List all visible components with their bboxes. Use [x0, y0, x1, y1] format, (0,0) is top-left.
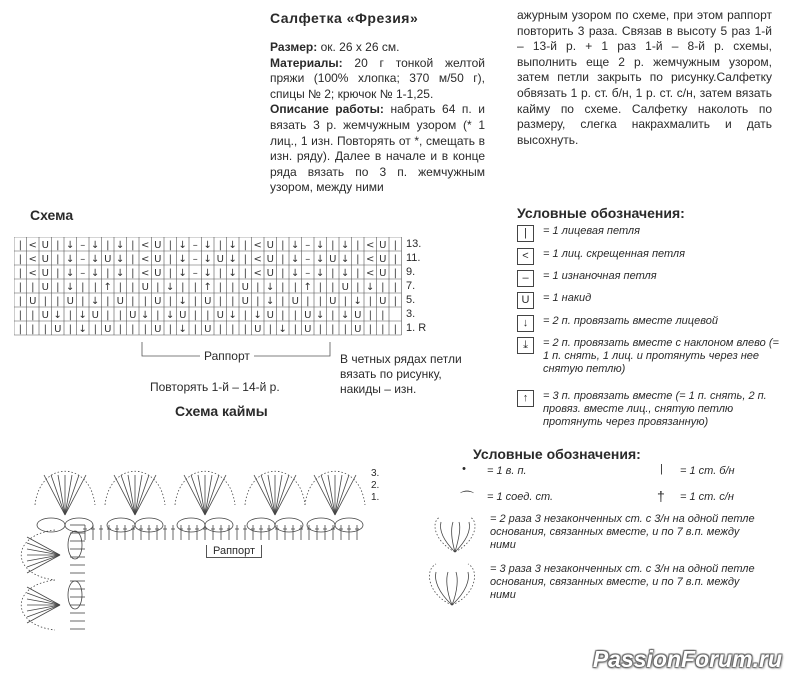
chart-stitch: ↓	[66, 282, 75, 293]
chart-stitch: |	[43, 296, 47, 307]
chart-stitch: U	[379, 296, 387, 307]
chart-stitch: |	[281, 310, 285, 321]
chart-stitch: –	[80, 240, 86, 251]
chart-stitch: ↑	[203, 282, 212, 293]
chart-stitch: ↓	[166, 310, 175, 321]
chart-stitch: |	[131, 254, 135, 265]
legend2-item: = 1 соед. ст.	[487, 491, 554, 503]
chart-stitch: |	[368, 296, 372, 307]
chart-stitch: ↓	[278, 324, 287, 335]
chart-stitch: <	[253, 268, 262, 279]
chart-stitch: |	[31, 282, 35, 293]
chart-stitch: ↓	[53, 310, 62, 321]
chart-stitch: U	[154, 296, 162, 307]
chart-stitch: U	[354, 310, 362, 321]
purl-stitch-icon: –	[517, 270, 534, 287]
chart-stitch: |	[231, 296, 235, 307]
chart-stitch: ↓	[316, 240, 325, 251]
chart-stitch: |	[131, 282, 135, 293]
chart-stitch: |	[218, 324, 222, 335]
chart-stitch: |	[281, 296, 285, 307]
chart-stitch: |	[218, 296, 222, 307]
pattern-title: Салфетка «Фрезия»	[270, 10, 419, 26]
chart-stitch: U	[266, 254, 274, 265]
row-number: 7.	[406, 280, 416, 292]
chart-stitch: |	[368, 324, 372, 335]
border-crochet-diagram	[5, 445, 385, 640]
chart-stitch: |	[106, 296, 110, 307]
chart-stitch: U	[154, 254, 162, 265]
chart-stitch: |	[56, 282, 60, 293]
chart-stitch: |	[56, 254, 60, 265]
chart-stitch: U	[329, 254, 337, 265]
legend2-item: = 1 ст. б/н	[680, 465, 735, 477]
chart-stitch: |	[318, 324, 322, 335]
row-number: 11.	[406, 252, 421, 264]
row-number: 13.	[406, 238, 422, 250]
chart-stitch: |	[356, 282, 360, 293]
chart-stitch: <	[366, 268, 375, 279]
chart-stitch: –	[305, 240, 311, 251]
legend2-item: = 1 ст. с/н	[680, 491, 734, 503]
chart-stitch: ↓	[203, 268, 212, 279]
chart-stitch: |	[18, 310, 22, 321]
legend-item: – = 1 изнаночная петля	[517, 270, 787, 283]
chart-stitch: |	[231, 324, 235, 335]
chart-stitch: ↓	[178, 296, 187, 307]
chart-stitch: U	[379, 240, 387, 251]
chart-stitch: |	[18, 240, 22, 251]
knit-stitch-icon: |	[517, 225, 534, 242]
chart-stitch: |	[193, 282, 197, 293]
chart-stitch: <	[141, 254, 150, 265]
chart-stitch: ↓	[116, 254, 125, 265]
row-number: 3.	[406, 308, 416, 320]
chart-stitch: |	[206, 310, 210, 321]
chart-stitch: |	[331, 268, 335, 279]
chain-icon: •	[462, 463, 466, 475]
chart-stitch: U	[154, 268, 162, 279]
chart-stitch: U	[204, 324, 212, 335]
chart-stitch: |	[81, 282, 85, 293]
chart-stitch: –	[192, 240, 198, 251]
chart-stitch: U	[129, 310, 137, 321]
chart-stitch: ↓	[291, 254, 300, 265]
chart-stitch: ↓	[341, 268, 350, 279]
chart-stitch: |	[243, 240, 247, 251]
chart-stitch: ↓	[228, 240, 237, 251]
row-number: 1. R	[406, 322, 427, 334]
chart-stitch: |	[156, 310, 160, 321]
chart-stitch: U	[379, 254, 387, 265]
chart-stitch: U	[154, 240, 162, 251]
chart-stitch: ↓	[178, 324, 187, 335]
chart-stitch: |	[193, 324, 197, 335]
chart-stitch: |	[381, 310, 385, 321]
chart-stitch: |	[81, 296, 85, 307]
chart-stitch: U	[291, 296, 299, 307]
chart-stitch: ↓	[178, 254, 187, 265]
chart-stitch: |	[131, 324, 135, 335]
chart-stitch: |	[18, 254, 22, 265]
fan-two-text: = 2 раза 3 незаконченных ст. с 3/н на одной петле основания, связанных вместе, и по 7 в.п. между ними	[490, 513, 755, 551]
chart-row-numbers	[406, 237, 426, 335]
chart-stitch: |	[331, 240, 335, 251]
fan-three-text: = 3 раза 3 незаконченных ст. с 3/н на одной петле основания, связанных вместе, и по 7 в.п. между ними	[490, 563, 755, 601]
chart-stitch: –	[192, 254, 198, 265]
chart-stitch: |	[31, 310, 35, 321]
description-column-1	[270, 40, 485, 196]
chart-stitch: |	[56, 268, 60, 279]
chart-stitch: |	[293, 282, 297, 293]
chart-stitch: U	[141, 282, 149, 293]
chart-stitch: |	[393, 296, 397, 307]
chart-stitch: ↓	[91, 254, 100, 265]
chart-stitch: |	[193, 310, 197, 321]
chart-stitch: U	[179, 310, 187, 321]
chart-stitch: <	[28, 268, 37, 279]
chart-stitch: ↓	[78, 324, 87, 335]
chart-stitch: ↓	[116, 268, 125, 279]
chart-stitch: |	[268, 324, 272, 335]
chart-stitch: |	[43, 324, 47, 335]
chart-stitch: |	[356, 240, 360, 251]
chart-stitch: |	[106, 240, 110, 251]
chart-stitch: U	[241, 296, 249, 307]
chart-stitch: ↓	[91, 240, 100, 251]
site-watermark: PassionForum.ru	[592, 646, 782, 672]
legend-item: < = 1 лиц. скрещенная петля	[517, 248, 787, 261]
chart-stitch: |	[243, 254, 247, 265]
work-value: набрать 64 п. и вязать 3 р. жемчужным узором (* 1 лиц., 1 изн. Повторять от *, смещать в изн. ряду). Далее в начале и в конце ряда вязать по 3 п. жемчужным узором, между ними	[270, 102, 486, 195]
chart-stitch: |	[156, 282, 160, 293]
legend2-item: = 1 в. п.	[487, 465, 527, 477]
chart-stitch: U	[216, 310, 224, 321]
chart-stitch: |	[131, 240, 135, 251]
chart-stitch: |	[343, 296, 347, 307]
chart-stitch: ↓	[228, 310, 237, 321]
chart-stitch: |	[18, 296, 22, 307]
chart-stitch: |	[218, 268, 222, 279]
chart-stitch: ↓	[316, 254, 325, 265]
chart-stitch: |	[131, 268, 135, 279]
legend-item: | = 1 лицевая петля	[517, 225, 787, 238]
chart-stitch: ↓	[228, 268, 237, 279]
even-rows-note: В четных рядах петли вязать по рисунку, накиды – изн.	[340, 352, 462, 396]
legend2-title: Условные обозначения:	[473, 446, 641, 462]
chart-stitch: U	[304, 324, 312, 335]
chart-stitch: U	[41, 268, 49, 279]
chart-stitch: ↓	[66, 240, 75, 251]
chart-stitch: U	[354, 324, 362, 335]
repeat-label: Повторять 1-й – 14-й р.	[150, 380, 280, 394]
chart-stitch: U	[91, 310, 99, 321]
k3tog-icon: ↑	[517, 390, 534, 407]
chart-stitch: –	[80, 254, 86, 265]
slip-stitch-icon: ⌒	[460, 490, 474, 506]
chart-stitch: |	[93, 282, 97, 293]
chart-stitch: |	[143, 324, 147, 335]
chart-stitch: |	[318, 282, 322, 293]
chart-stitch: U	[116, 296, 124, 307]
chart-stitch: |	[118, 282, 122, 293]
chart-stitch: |	[281, 240, 285, 251]
chart-stitch: |	[68, 310, 72, 321]
chart-stitch: –	[305, 254, 311, 265]
chart-stitch: U	[41, 254, 49, 265]
chart-stitch: |	[168, 254, 172, 265]
chart-stitch: |	[18, 282, 22, 293]
chart-stitch: ↑	[303, 282, 312, 293]
row-number: 5.	[406, 294, 416, 306]
chart-stitch: |	[381, 282, 385, 293]
chart-stitch: |	[306, 296, 310, 307]
chart-stitch: |	[118, 310, 122, 321]
chart-stitch: U	[266, 240, 274, 251]
chart-stitch: ↓	[228, 254, 237, 265]
border-row-label: 1.	[371, 492, 380, 503]
chart-stitch: ↓	[266, 296, 275, 307]
border-rapport-label: Раппорт	[206, 545, 262, 558]
chart-stitch: ↓	[341, 310, 350, 321]
chart-stitch: |	[218, 240, 222, 251]
chart-stitch: |	[243, 310, 247, 321]
legend-item: U = 1 накид	[517, 292, 787, 305]
chart-stitch: ↓	[316, 310, 325, 321]
chart-stitch: ↓	[178, 268, 187, 279]
chart-stitch: |	[231, 282, 235, 293]
chart-stitch: |	[343, 324, 347, 335]
chart-stitch: |	[393, 268, 397, 279]
knitting-chart	[14, 237, 404, 337]
chart-stitch: |	[356, 268, 360, 279]
chart-stitch: ↓	[166, 282, 175, 293]
chart-stitch: U	[104, 254, 112, 265]
chart-stitch: ↓	[366, 282, 375, 293]
chart-stitch: U	[266, 268, 274, 279]
chart-stitch: ↓	[91, 268, 100, 279]
chart-stitch: ↓	[66, 268, 75, 279]
materials-value: 20 г тонкой желтой пряжи (100% хлопка; 370 м/50 г), спицы № 2; крючок № 1-1,25.	[270, 55, 485, 101]
rapport-label: Раппорт	[200, 349, 254, 363]
chart-stitch: |	[18, 324, 22, 335]
chart-stitch: |	[56, 296, 60, 307]
single-crochet-icon: |	[660, 463, 663, 475]
size-label: Размер:	[270, 40, 318, 54]
chart-stitch: ↓	[203, 254, 212, 265]
ssk-icon: ⤓	[517, 337, 534, 354]
border-row-labels	[371, 468, 379, 504]
chart-stitch: |	[106, 268, 110, 279]
work-label: Описание работы:	[270, 102, 384, 117]
chart-stitch: |	[318, 296, 322, 307]
crossed-knit-icon: <	[517, 248, 534, 265]
chart-stitch: ↓	[141, 310, 150, 321]
chart-stitch: <	[28, 254, 37, 265]
legend-title: Условные обозначения:	[517, 205, 685, 221]
chart-stitch: U	[204, 296, 212, 307]
chart-stitch: <	[253, 240, 262, 251]
chart-stitch: U	[241, 282, 249, 293]
chart-stitch: |	[143, 296, 147, 307]
yarn-over-icon: U	[517, 292, 534, 309]
chart-stitch: U	[304, 310, 312, 321]
chart-stitch: U	[341, 282, 349, 293]
chart-stitch: |	[168, 240, 172, 251]
chart-stitch: U	[41, 282, 49, 293]
chart-stitch: |	[168, 268, 172, 279]
chart-stitch: |	[243, 268, 247, 279]
legend-item: ↓ = 2 п. провязать вместе лицевой	[517, 315, 787, 328]
chart-stitch: ↓	[203, 240, 212, 251]
chart-stitch: |	[31, 324, 35, 335]
chart-stitch: |	[393, 324, 397, 335]
chart-stitch: |	[293, 324, 297, 335]
k2tog-icon: ↓	[517, 315, 534, 332]
chart-stitch: |	[393, 240, 397, 251]
chart-stitch: |	[281, 282, 285, 293]
chart-stitch: ↓	[291, 240, 300, 251]
chart-stitch: |	[393, 282, 397, 293]
scheme-title: Схема	[30, 207, 74, 223]
chart-stitch: U	[104, 324, 112, 335]
chart-stitch: ↓	[291, 268, 300, 279]
chart-stitch: |	[218, 282, 222, 293]
chart-stitch: <	[253, 254, 262, 265]
chart-stitch: ↓	[353, 296, 362, 307]
chart-stitch: |	[281, 254, 285, 265]
chart-stitch: |	[193, 296, 197, 307]
chart-stitch: |	[18, 268, 22, 279]
chart-stitch: |	[331, 324, 335, 335]
chart-stitch: U	[254, 324, 262, 335]
chart-stitch: |	[106, 310, 110, 321]
legend-item: ↑ = 3 п. провязать вместе (= 1 п. снять, 2 п. провяз. вместе лиц., снятую петлю протянуть через провязанную)	[517, 390, 787, 429]
chart-stitch: |	[168, 296, 172, 307]
chart-stitch: |	[293, 310, 297, 321]
chart-stitch: U	[66, 296, 74, 307]
chart-stitch: ↓	[253, 310, 262, 321]
chart-stitch: |	[281, 268, 285, 279]
description-column-2: ажурным узором по схеме, при этом раппорт повторить 3 раза. Связав в высоту 5 раз 1-й – 13-й р. + 1 раз 1-й – 8-й р. схемы, выполнить еще 2 р. жемчужным узором, затем петли закрыть по рисунку.Салфетку обвязать 1 р. ст. б/н, 1 р. ст. с/н, затем вязать кайму по схеме. Салфетку наколоть по размеру, слегка накрахмалить и дать высохнуть.	[517, 8, 772, 147]
chart-stitch: |	[381, 324, 385, 335]
border-scheme-title: Схема каймы	[175, 403, 268, 419]
chart-stitch: |	[56, 240, 60, 251]
chart-stitch: |	[331, 310, 335, 321]
chart-stitch: ↑	[103, 282, 112, 293]
chart-stitch: ↓	[341, 254, 350, 265]
size-value: ок. 26 x 26 см.	[320, 40, 400, 54]
chart-stitch: U	[154, 324, 162, 335]
chart-stitch: |	[256, 296, 260, 307]
chart-stitch: |	[393, 254, 397, 265]
chart-stitch: –	[305, 268, 311, 279]
chart-stitch: U	[379, 268, 387, 279]
chart-stitch: ↓	[66, 254, 75, 265]
fan-two-icon	[425, 512, 485, 557]
chart-stitch: U	[216, 254, 224, 265]
chart-stitch: |	[368, 310, 372, 321]
chart-stitch: |	[131, 296, 135, 307]
double-crochet-icon: †	[657, 488, 665, 504]
chart-stitch: |	[68, 324, 72, 335]
chart-stitch: <	[28, 240, 37, 251]
chart-stitch: |	[256, 282, 260, 293]
chart-stitch: U	[54, 324, 62, 335]
chart-stitch: U	[41, 240, 49, 251]
chart-stitch: ↓	[266, 282, 275, 293]
chart-stitch: U	[41, 310, 49, 321]
chart-stitch: ↓	[178, 240, 187, 251]
fan-three-icon	[420, 560, 485, 610]
chart-stitch: <	[366, 254, 375, 265]
border-row-label: 2.	[371, 480, 380, 491]
chart-stitch: ↓	[91, 296, 100, 307]
chart-stitch: ↓	[341, 240, 350, 251]
chart-stitch: U	[29, 296, 37, 307]
border-row-label: 3.	[371, 468, 380, 479]
chart-stitch: –	[80, 268, 86, 279]
chart-stitch: <	[366, 240, 375, 251]
chart-stitch: ↓	[316, 268, 325, 279]
materials-label: Материалы:	[270, 55, 343, 70]
chart-stitch: –	[192, 268, 198, 279]
row-number: 9.	[406, 266, 416, 278]
chart-stitch: |	[331, 282, 335, 293]
chart-stitch: |	[93, 324, 97, 335]
chart-stitch: <	[141, 268, 150, 279]
chart-stitch: U	[266, 310, 274, 321]
chart-stitch: <	[141, 240, 150, 251]
chart-stitch: |	[118, 324, 122, 335]
chart-stitch: |	[243, 324, 247, 335]
legend-item: ⤓ = 2 п. провязать вместе с наклоном влево (= 1 п. снять, 1 лиц. и протянуть через нее снятую петлю)	[517, 337, 787, 376]
chart-stitch: ↓	[116, 240, 125, 251]
chart-stitch: U	[329, 296, 337, 307]
chart-stitch: ↓	[78, 310, 87, 321]
chart-stitch: |	[181, 282, 185, 293]
chart-stitch: |	[168, 324, 172, 335]
chart-stitch: |	[356, 254, 360, 265]
